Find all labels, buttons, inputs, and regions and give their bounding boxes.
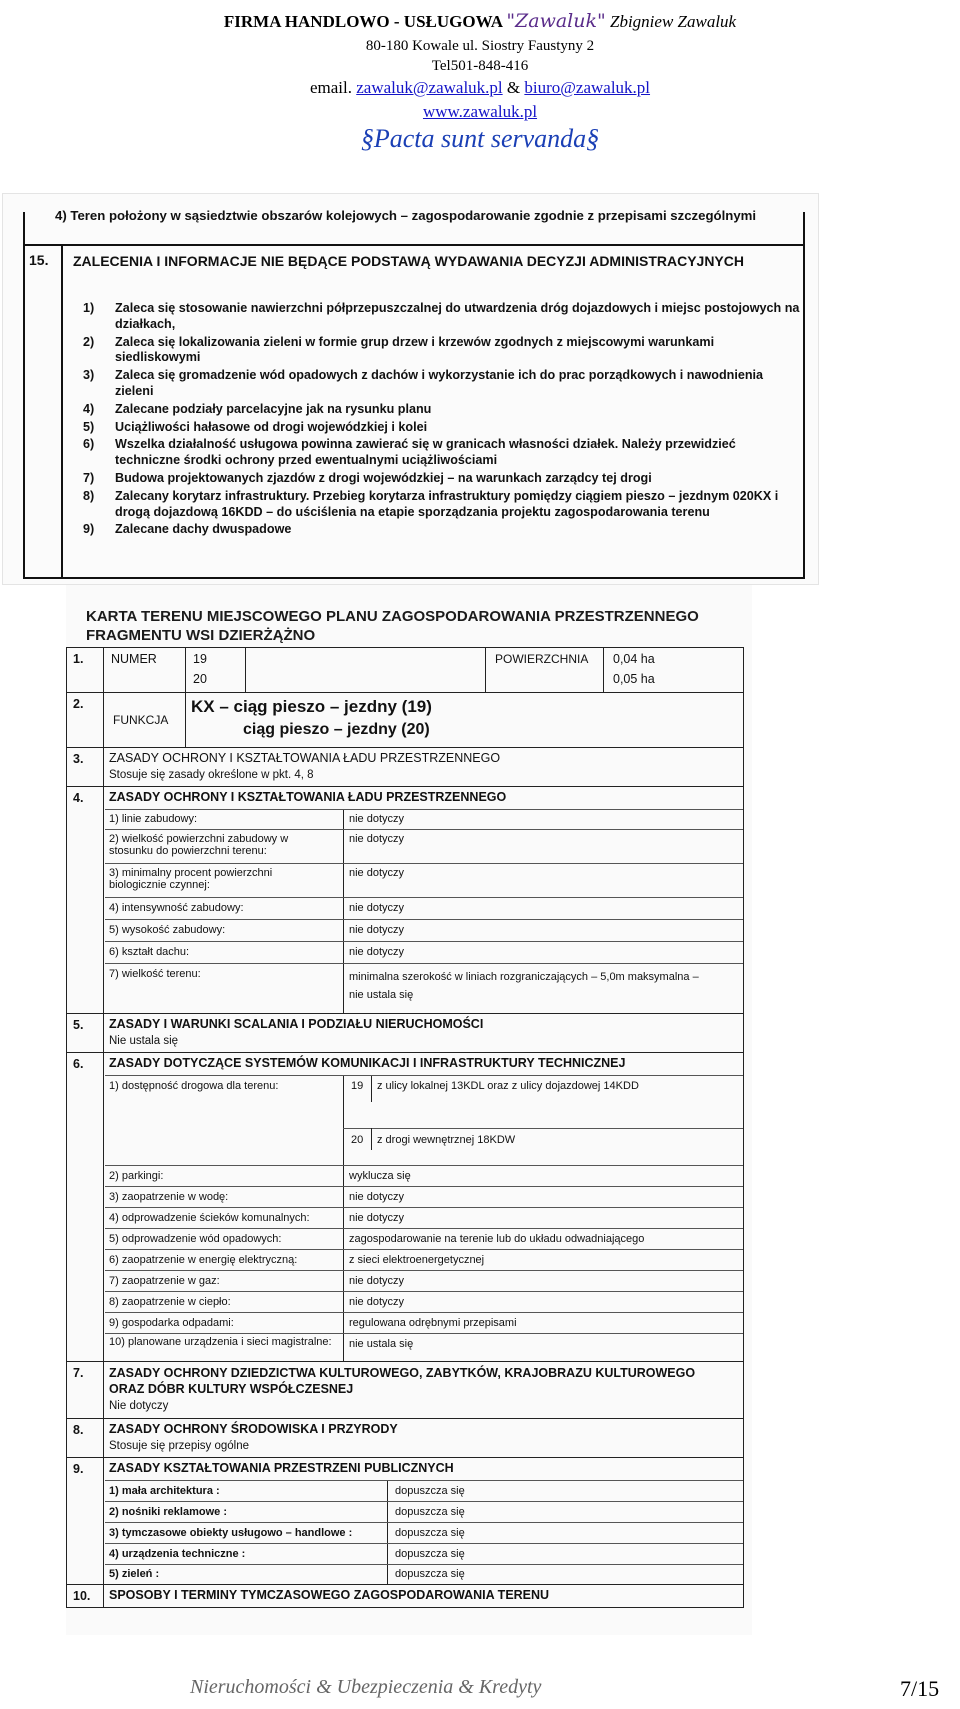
motto: §Pacta sunt servanda§: [360, 124, 600, 153]
param-row: 5) zieleń : dopuszcza się: [105, 1564, 743, 1585]
param-row: 1) linie zabudowy: nie dotyczy: [105, 809, 743, 830]
email-link-2[interactable]: biuro@zawaluk.pl: [524, 78, 651, 97]
section-note: Stosuje się przepisy ogólne: [109, 1440, 249, 1452]
list-item: 9) Zalecane dachy dwuspadowe: [83, 522, 292, 537]
section-heading: SPOSOBY I TERMINY TYMCZASOWEGO ZAGOSPODAROWANIA TERENU: [109, 1588, 550, 1602]
list-item: 4) Zalecane podziały parcelacyjne jak na rysunku planu: [83, 401, 432, 416]
company-header: [0, 10, 960, 32]
table-row: [67, 1585, 743, 1607]
access-row: 1) dostępność drogowa dla terenu: 19 z ulicy lokalnej 13KDL oraz z ulicy dojazdowej 14KDD 20 z drogi wewnętrznej 18KDW: [105, 1075, 743, 1166]
param-row: 6) zaopatrzenie w energię elektryczną: z sieci elektroenergetycznej: [105, 1249, 743, 1271]
table-row: [67, 648, 743, 693]
number-label: NUMER: [111, 652, 157, 666]
section-title: ZALECENIA I INFORMACJE NIE BĘDĄCE PODSTAWĄ WYDAWANIA DECYZJI ADMINISTRACYJNYCH: [73, 253, 744, 269]
section-heading: ZASADY OCHRONY ŚRODOWISKA I PRZYRODY: [109, 1422, 398, 1436]
section-note: Nie dotyczy: [109, 1400, 169, 1412]
footer-text: Nieruchomości & Ubezpieczenia & Kredyty: [190, 1676, 542, 1698]
section-heading: ZASADY OCHRONY DZIEDZICTWA KULTUROWEGO, ZABYTKÓW, KRAJOBRAZU KULTUROWEGO ORAZ DÓBR KULTURY WSPÓŁCZESNEJ: [109, 1366, 696, 1396]
number-20: 20: [193, 672, 207, 686]
list-item: 1) Zaleca się stosowanie nawierzchni półprzepuszczalnej do utwardzenia dróg dojazdowych i miejsc postojowych na działkach,: [83, 301, 800, 331]
divider: [23, 244, 803, 246]
website-line: [0, 102, 960, 122]
website-link[interactable]: www.zawaluk.pl: [422, 102, 538, 121]
param-row: 8) zaopatrzenie w ciepło: nie dotyczy: [105, 1291, 743, 1313]
owner-name: Zbigniew Zawaluk: [610, 12, 737, 31]
row-number: 5.: [73, 1018, 84, 1032]
access-label: 1) dostępność drogowa dla terenu:: [109, 1080, 279, 1092]
param-row: 2) parkingi: wyklucza się: [105, 1165, 743, 1187]
param-row: 10) planowane urządzenia i sieci magistralne: nie ustala się: [105, 1333, 743, 1362]
point-4-text: 4) Teren położony w sąsiedztwie obszarów kolejowych – zagospodarowanie zgodnie z przepisami szczególnymi: [55, 208, 757, 223]
param-row: 4) odprowadzenie ścieków komunalnych: nie dotyczy: [105, 1207, 743, 1229]
email-line: [0, 78, 960, 98]
param-row: 9) gospodarka odpadami: regulowana odrębnymi przepisami: [105, 1312, 743, 1334]
param-row: 1) mała architektura : dopuszcza się: [105, 1480, 743, 1502]
section-number: 15.: [29, 252, 49, 268]
section-heading: ZASADY I WARUNKI SCALANIA I PODZIAŁU NIERUCHOMOŚCI: [109, 1017, 484, 1031]
email-join: &: [506, 78, 521, 97]
site-card-table: [66, 647, 744, 1608]
param-row: 5) wysokość zabudowy: nie dotyczy: [105, 919, 743, 942]
param-row: 6) kształt dachu: nie dotyczy: [105, 941, 743, 964]
row-number: 1.: [73, 652, 84, 666]
table-row: [67, 1419, 743, 1458]
row-number: 4.: [73, 791, 84, 805]
row-number: 7.: [73, 1366, 84, 1380]
param-row: 7) wielkość terenu: minimalna szerokość w liniach rozgraniczających – 5,0m maksymalna – nie ustala się: [105, 963, 743, 1014]
scanned-page-site-card: [66, 585, 752, 1635]
row-number: 9.: [73, 1462, 84, 1476]
list-item: 2) Zaleca się lokalizowania zieleni w formie grup drzew i krzewów zgodnych z miejscowymi warunkami siedliskowymi: [83, 334, 715, 365]
area-label: POWIERZCHNIA: [495, 652, 589, 666]
param-row: 4) urządzenia techniczne : dopuszcza się: [105, 1543, 743, 1565]
number-19: 19: [193, 652, 207, 666]
param-row: 3) tymczasowe obiekty usługowo – handlowe : dopuszcza się: [105, 1522, 743, 1544]
company-name: FIRMA HANDLOWO - USŁUGOWA: [223, 12, 503, 31]
table-row: [67, 748, 743, 787]
param-row: 2) wielkość powierzchni zabudowy w stosunku do powierzchni terenu: nie dotyczy: [105, 829, 743, 864]
company-logo: "Zawaluk": [506, 10, 606, 32]
section-heading: ZASADY DOTYCZĄCE SYSTEMÓW KOMUNIKACJI I INFRASTRUKTURY TECHNICZNEJ: [109, 1056, 626, 1070]
function-19: KX – ciąg pieszo – jezdny (19): [191, 697, 432, 716]
param-row: 3) minimalny procent powierzchni biologicznie czynnej: nie dotyczy: [105, 863, 743, 898]
row-number: 2.: [73, 697, 84, 711]
row-number: 8.: [73, 1423, 84, 1437]
address: 80-180 Kowale ul. Siostry Faustyny 2: [365, 38, 595, 54]
list-item: 8) Zalecany korytarz infrastruktury. Przebieg korytarza infrastruktury pomiędzy ciągiem pieszo – jezdnym 020KX i drogą dojazdową 16KDD – do uściślenia na etapie sporządzania projektu zagospodarowania terenu: [83, 488, 779, 519]
list-item: 6) Wszelka działalność usługowa powinna zawierać się w granicach własności działek. Należy przewidzieć techniczne środki ochrony przed ewentualnymi uciążliwościami: [83, 437, 736, 468]
divider: [61, 244, 63, 577]
param-row: 3) zaopatrzenie w wodę: nie dotyczy: [105, 1186, 743, 1208]
table-row: [67, 1053, 743, 1362]
param-row: 7) zaopatrzenie w gaz: nie dotyczy: [105, 1270, 743, 1292]
section-note: Stosuje się zasady określone w pkt. 4, 8: [109, 769, 314, 781]
email-link-1[interactable]: zawaluk@zawaluk.pl: [356, 78, 503, 97]
area-19: 0,04 ha: [613, 652, 655, 666]
table-row: [67, 693, 743, 748]
list-item: 5) Uciążliwości hałasowe od drogi wojewódzkiej i kolei: [83, 419, 428, 434]
recommendation-list: [83, 301, 801, 540]
phone: Tel501-848-416: [431, 58, 529, 74]
section-heading: ZASADY OCHRONY I KSZTAŁTOWANIA ŁADU PRZESTRZENNEGO: [109, 751, 501, 765]
param-row: 2) nośniki reklamowe : dopuszcza się: [105, 1501, 743, 1523]
function-label: FUNKCJA: [113, 713, 169, 727]
row-number: 6.: [73, 1057, 84, 1071]
param-row: 5) odprowadzenie wód opadowych: zagospodarowanie na terenie lub do układu odwadniającego: [105, 1228, 743, 1250]
table-row: [67, 1362, 743, 1419]
section-heading: ZASADY OCHRONY I KSZTAŁTOWANIA ŁADU PRZESTRZENNEGO: [109, 790, 507, 804]
email-label: email.: [309, 78, 352, 97]
table-row: [67, 787, 743, 1014]
section-note: Nie ustala się: [109, 1035, 179, 1047]
param-row: 4) intensywność zabudowy: nie dotyczy: [105, 897, 743, 920]
table-row: [67, 1458, 743, 1585]
row-number: 10.: [73, 1589, 91, 1603]
page-number: 7/15: [900, 1676, 940, 1701]
scanned-page-recommendations: [2, 193, 819, 585]
row-number: 3.: [73, 752, 84, 766]
list-item: 7) Budowa projektowanych zjazdów z drogi wojewódzkiej – na warunkach zarządcy tej drogi: [83, 470, 652, 485]
function-20: ciąg pieszo – jezdny (20): [243, 721, 430, 738]
section-heading: ZASADY KSZTAŁTOWANIA PRZESTRZENI PUBLICZNYCH: [109, 1461, 454, 1475]
card-title: KARTA TERENU MIEJSCOWEGO PLANU ZAGOSPODAROWANIA PRZESTRZENNEGO FRAGMENTU WSI DZIERŻĄŻNO: [86, 608, 699, 644]
area-20: 0,05 ha: [613, 672, 655, 686]
list-item: 3) Zaleca się gromadzenie wód opadowych z dachów i wykorzystanie ich do prac porządkowych i nawodnienia zieleni: [83, 368, 764, 398]
table-row: [67, 1014, 743, 1053]
